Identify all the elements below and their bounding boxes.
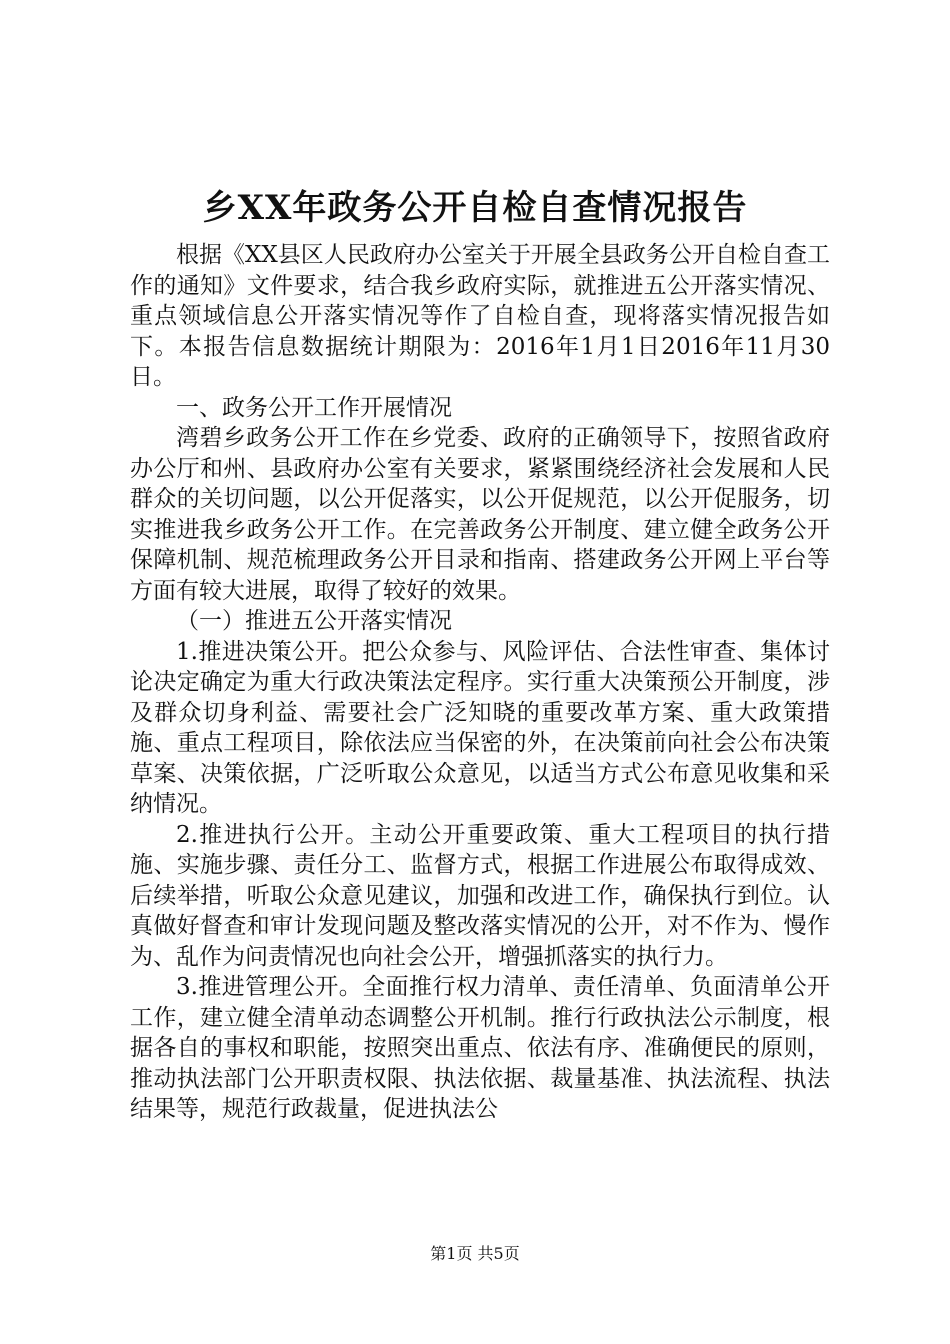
subsection-heading-1: （一）推进五公开落实情况	[176, 608, 452, 634]
paragraph-overview: 湾碧乡政务公开工作在乡党委、政府的正确领导下，按照省政府办公厅和州、县政府办公室有关要求，紧紧围绕经济社会发展和人民群众的关切问题，以公开促落实，以公开促规范，以公开促服务，切实推进我乡政务公开工作。在完善政务公开制度、建立健全政务公开保障机制、规范梳理政务公开目录和指南、搭建政务公开网上平台等方面有较大进展，取得了较好的效果。	[130, 425, 830, 604]
paragraph-execution-disclosure: 2.推进执行公开。主动公开重要政策、重大工程项目的执行措施、实施步骤、责任分工、监督方式，根据工作进展公布取得成效、后续举措，听取公众意见建议，加强和改进工作，确保执行到位。认真做好督查和审计发现问题及整改落实情况的公开，对不作为、慢作为、乱作为问责情况也向社会公开，增强抓落实的执行力。	[130, 821, 830, 970]
paragraph-decision-disclosure: 1.推进决策公开。把公众参与、风险评估、合法性审查、集体讨论决定确定为重大行政决策法定程序。实行重大决策预公开制度，涉及群众切身利益、需要社会广泛知晓的重要改革方案、重大政策措施、重点工程项目，除依法应当保密的外，在决策前向社会公布决策草案、决策依据，广泛听取公众意见，以适当方式公布意见收集和采纳情况。	[130, 638, 830, 817]
document-body	[130, 240, 830, 1125]
section-heading-1: 一、政务公开工作开展情况	[176, 394, 452, 421]
paragraph-management-disclosure: 3.推进管理公开。全面推行权力清单、责任清单、负面清单公开工作，建立健全清单动态调整公开机制。推行行政执法公示制度，根据各自的事权和职能，按照突出重点、依法有序、准确便民的原则，推动执法部门公开职责权限、执法依据、裁量基准、执法流程、执法结果等，规范行政裁量，促进执法公	[130, 974, 830, 1122]
document-title: 乡XX年政务公开自检自查情况报告	[202, 188, 748, 228]
paragraph-intro: 根据《XX县区人民政府办公室关于开展全县政务公开自检自查工作的通知》文件要求，结合我乡政府实际，就推进五公开落实情况、重点领域信息公开落实情况等作了自检自查，现将落实情况报告如下。本报告信息数据统计期限为：2016年1月1日2016年11月30日。	[130, 242, 830, 390]
page-footer: 第1页 共5页	[430, 1244, 520, 1263]
